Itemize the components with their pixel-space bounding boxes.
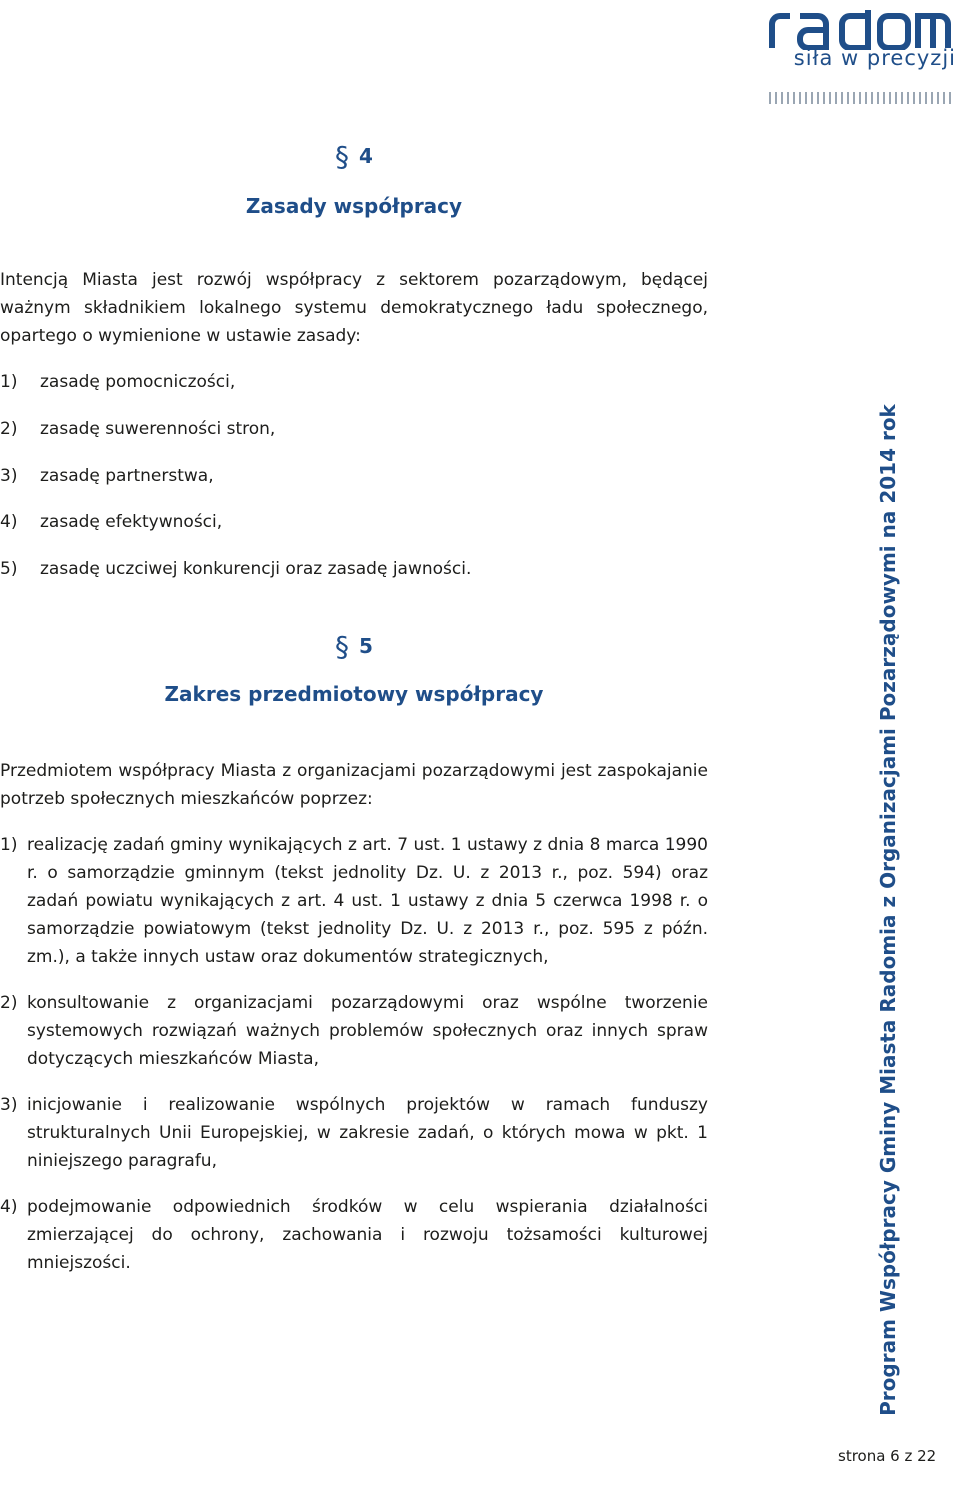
section-symbol: § [335,140,350,173]
section-4-title: Zasady współpracy [245,194,463,218]
section-symbol: § [335,630,350,663]
list-item-number: 1) [0,372,18,392]
decorative-stripes [769,92,955,104]
list-item-number: 4) [0,512,18,532]
list-item-text: podejmowanie odpowiednich środków w celu wspierania działalności zmierzającej do ochrony, zachowania i rozwoju tożsamości kulturowej mniejszości. [27,1197,708,1273]
list-item-number: 5) [0,559,18,579]
section-5-intro: Przedmiotem współpracy Miasta z organizacjami pozarządowymi jest zaspokajanie potrzeb społecznych mieszkańców poprzez: [0,761,708,809]
logo [766,8,956,72]
list-item-text: konsultowanie z organizacjami pozarządowymi oraz wspólne tworzenie systemowych rozwiązań ważnych problemów społecznych oraz innych spraw dotyczących mieszkańców Miasta, [27,993,708,1069]
section-5-title: Zakres przedmiotowy współpracy [164,682,544,706]
list-item-text: inicjowanie i realizowanie wspólnych projektów w ramach funduszy strukturalnych Unii Europejskiej, w zakresie zadań, o których mowa w pkt. 1 niniejszego paragrafu, [27,1095,708,1171]
section-4-intro: Intencją Miasta jest rozwój współpracy z sektorem pozarządowym, będącej ważnym składnikiem lokalnego systemu demokratycznego ładu społecznego, opartego o wymienione w ustawie zasady: [0,270,708,346]
sidebar-program-title: Program Współpracy Gminy Miasta Radomia z Organizacjami Pozarządowymi na 2014 rok [876,404,900,1416]
list-item-text: zasadę efektywności, [40,512,223,532]
list-item-number: 3) [0,1095,18,1115]
list-item-number: 2) [0,419,18,439]
logo-tagline: siła w precyzji [793,46,956,70]
list-item-text: zasadę uczciwej konkurencji oraz zasadę jawności. [40,559,472,579]
list-item-number: 1) [0,835,18,855]
logo-wordmark [768,8,954,50]
list-item-text: zasadę pomocniczości, [40,372,236,392]
list-item-text: zasadę suwerenności stron, [40,419,276,439]
list-item-number: 3) [0,466,18,486]
list-item-text: zasadę partnerstwa, [40,466,214,486]
page-number: strona 6 z 22 [838,1447,937,1465]
section-number: 5 [359,634,373,658]
list-item-text: realizację zadań gminy wynikających z art. 7 ust. 1 ustawy z dnia 8 marca 1990 r. o samorządzie gminnym (tekst jednolity Dz. U. z 2013 r., poz. 594) oraz zadań powiatu wynikających z art. 4 ust. 1 ustawy z dnia 5 czerwca 1998 r. o samorządzie powiatowym (tekst jednolity Dz. U. z 2013 r., poz. 595 z późn. zm.), a także innych ustaw oraz dokumentów strategicznych, [27,835,708,967]
list-item-number: 2) [0,993,18,1013]
list-item-number: 4) [0,1197,18,1217]
logo-word-text: radom [768,8,772,9]
section-number: 4 [359,144,373,168]
section-4-number [0,140,708,173]
section-5-number [0,630,708,663]
